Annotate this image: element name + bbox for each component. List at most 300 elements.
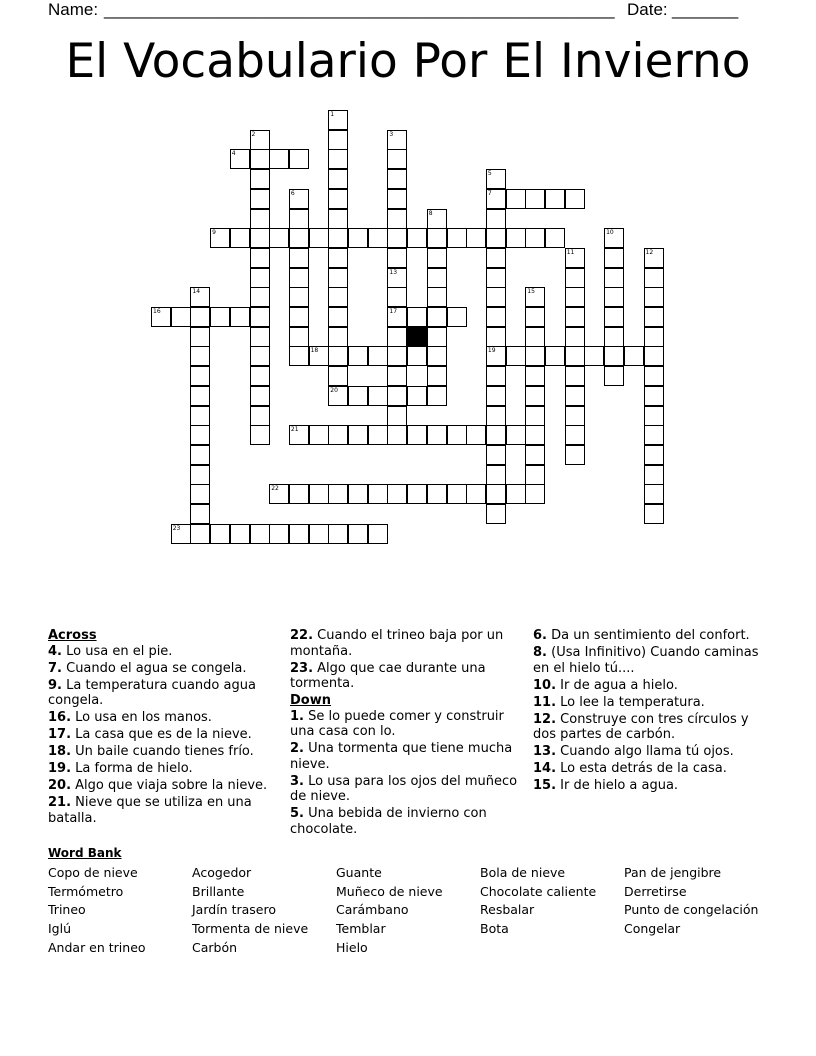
- crossword-cell[interactable]: [289, 346, 309, 366]
- crossword-cell[interactable]: [604, 287, 624, 307]
- crossword-cell[interactable]: [328, 287, 348, 307]
- crossword-cell[interactable]: [644, 307, 664, 327]
- crossword-cell[interactable]: [250, 248, 270, 268]
- word-bank-item: Andar en trineo: [48, 939, 146, 955]
- crossword-cell[interactable]: [210, 524, 230, 544]
- word-bank-item: Congelar: [624, 921, 681, 937]
- crossword-cell[interactable]: [289, 287, 309, 307]
- crossword-cell[interactable]: [565, 287, 585, 307]
- clue-number: 17: [389, 308, 398, 315]
- crossword-cell[interactable]: [644, 425, 664, 445]
- word-bank-title: Word Bank: [48, 846, 122, 860]
- crossword-cell[interactable]: [525, 327, 545, 347]
- clue-number: 20: [330, 386, 338, 394]
- clue-number-label: 1.: [290, 708, 304, 724]
- crossword-cell[interactable]: [190, 327, 210, 347]
- clue-item: [533, 628, 763, 644]
- clue-item: [533, 761, 763, 777]
- crossword-cell[interactable]: [348, 425, 368, 445]
- clue-item: [533, 645, 763, 676]
- crossword-cell[interactable]: [289, 248, 309, 268]
- crossword-cell[interactable]: [525, 346, 545, 366]
- clue-number-label: 8.: [533, 645, 547, 660]
- clue-item: [290, 741, 518, 772]
- crossword-cell[interactable]: [486, 406, 506, 426]
- crossword-cell[interactable]: [565, 189, 585, 209]
- clue-number: 16: [153, 308, 161, 315]
- crossword-cell[interactable]: [427, 228, 447, 248]
- name-line[interactable]: ______________________________________________________: [104, 0, 615, 19]
- clue-item: [533, 678, 763, 694]
- word-bank-column: [624, 864, 758, 939]
- word-bank-item: Hielo: [336, 939, 368, 955]
- clue-number: 9: [212, 229, 216, 237]
- clue-number: 8: [428, 209, 433, 217]
- crossword-cell[interactable]: [644, 366, 664, 386]
- clue-item: [290, 628, 518, 659]
- crossword-cell[interactable]: [565, 425, 585, 445]
- crossword-cell[interactable]: [387, 327, 407, 347]
- crossword-cell[interactable]: [250, 386, 270, 406]
- clue-number: 4: [231, 150, 236, 158]
- crossword-cell[interactable]: [427, 386, 447, 406]
- clue-item: [533, 712, 763, 743]
- clue-number: 23: [172, 524, 181, 532]
- crossword-cell[interactable]: [525, 189, 545, 209]
- word-bank-item: Brillante: [192, 883, 245, 899]
- clue-text: Da un sentimiento del confort.: [546, 628, 750, 643]
- crossword-cell[interactable]: [506, 228, 526, 248]
- crossword-cell[interactable]: [190, 366, 210, 386]
- crossword-cell[interactable]: [565, 366, 585, 386]
- clue-number-label: 2.: [290, 741, 304, 756]
- word-bank-item: Guante: [336, 865, 382, 880]
- word-bank-item: Trineo: [48, 902, 86, 918]
- word-bank-item: Bota: [480, 921, 509, 937]
- crossword-cell[interactable]: [407, 307, 427, 327]
- clue-text: La temperatura cuando agua congela.: [48, 677, 256, 708]
- crossword-cell[interactable]: [644, 465, 664, 485]
- crossword-cell[interactable]: [387, 287, 407, 307]
- clue-text: Construye con tres círculos y dos partes de carbón.: [533, 711, 749, 742]
- crossword-cell[interactable]: [486, 228, 506, 248]
- crossword-cell[interactable]: [328, 346, 348, 366]
- crossword-cell[interactable]: [328, 130, 348, 150]
- word-bank-item: Iglú: [48, 921, 72, 937]
- crossword-cell[interactable]: [427, 248, 447, 268]
- word-bank-item: Bola de nieve: [480, 865, 566, 880]
- crossword-cell[interactable]: [250, 524, 270, 544]
- clue-number: 13: [389, 268, 398, 276]
- clue-item: [48, 644, 273, 660]
- word-bank-item: Temblar: [336, 921, 386, 937]
- crossword-cell[interactable]: [486, 504, 506, 524]
- crossword-cell[interactable]: [407, 425, 427, 445]
- clue-text: Ir de hielo a agua.: [556, 778, 679, 793]
- clue-text: Lo usa para los ojos del muñeco de nieve.: [290, 773, 518, 804]
- crossword-cell[interactable]: [427, 425, 447, 445]
- crossword-cell[interactable]: [486, 366, 506, 386]
- crossword-cell[interactable]: [486, 209, 506, 229]
- crossword-cell[interactable]: [328, 366, 348, 386]
- crossword-cell[interactable]: [644, 346, 664, 366]
- crossword-cell[interactable]: [644, 484, 664, 504]
- crossword-cell[interactable]: [427, 366, 447, 386]
- crossword-cell[interactable]: [506, 484, 526, 504]
- crossword-cell[interactable]: [525, 465, 545, 485]
- crossword-cell[interactable]: [289, 307, 309, 327]
- clue-number: 19: [487, 347, 496, 355]
- crossword-cell[interactable]: [447, 425, 467, 445]
- crossword-cell[interactable]: [427, 268, 447, 288]
- word-bank-item: Derretirse: [624, 883, 687, 899]
- crossword-cell[interactable]: [250, 366, 270, 386]
- crossword-cell[interactable]: [328, 524, 348, 544]
- crossword-cell[interactable]: [447, 484, 467, 504]
- clue-item: [533, 695, 763, 711]
- clue-number: 3: [389, 130, 394, 138]
- clue-item: [290, 709, 518, 740]
- clue-number-label: 5.: [290, 806, 304, 821]
- crossword-cell[interactable]: [269, 228, 289, 248]
- crossword-cell[interactable]: [525, 307, 545, 327]
- down-clue-list-continued: [533, 628, 763, 794]
- crossword-cell[interactable]: [387, 484, 407, 504]
- crossword-cell[interactable]: [250, 268, 270, 288]
- crossword-cell[interactable]: [190, 465, 210, 485]
- crossword-cell[interactable]: [368, 484, 388, 504]
- crossword-cell[interactable]: [387, 149, 407, 169]
- across-clue-list-continued: [290, 628, 518, 692]
- crossword-cell[interactable]: [525, 386, 545, 406]
- crossword-cell[interactable]: [486, 465, 506, 485]
- crossword-cell[interactable]: [387, 406, 407, 426]
- crossword-cell[interactable]: [328, 425, 348, 445]
- clue-number-label: 19.: [48, 761, 72, 776]
- clue-number: 1: [330, 111, 335, 118]
- word-bank-item: Carbón: [192, 939, 238, 955]
- crossword-cell[interactable]: [190, 484, 210, 504]
- crossword-cell[interactable]: [250, 209, 270, 229]
- crossword-cell[interactable]: [230, 524, 250, 544]
- crossword-cell[interactable]: [644, 445, 664, 465]
- clue-item: [48, 744, 273, 760]
- crossword-cell[interactable]: [565, 386, 585, 406]
- date-line[interactable]: _______: [672, 0, 739, 19]
- crossword-cell[interactable]: [190, 425, 210, 445]
- clue-number-label: 6.: [533, 628, 547, 643]
- crossword-cell[interactable]: [525, 484, 545, 504]
- across-clue-list: [48, 644, 273, 827]
- crossword-cell[interactable]: [565, 406, 585, 426]
- crossword-cell[interactable]: [328, 484, 348, 504]
- crossword-cell[interactable]: [309, 425, 329, 445]
- crossword-cell[interactable]: [644, 287, 664, 307]
- clue-number: 2: [251, 130, 256, 138]
- page-title: El Vocabulario Por El Invierno: [65, 34, 751, 89]
- crossword-cell[interactable]: [407, 484, 427, 504]
- clue-text: Ir de agua a hielo.: [556, 677, 678, 693]
- crossword-cell[interactable]: [250, 169, 270, 189]
- crossword-cell[interactable]: [328, 169, 348, 189]
- crossword-cell[interactable]: [348, 524, 368, 544]
- crossword-cell[interactable]: [190, 406, 210, 426]
- crossword-cell[interactable]: [289, 268, 309, 288]
- crossword-cell[interactable]: [387, 386, 407, 406]
- crossword-cell[interactable]: [407, 346, 427, 366]
- word-bank-column: [480, 864, 596, 939]
- crossword-cell[interactable]: [486, 386, 506, 406]
- crossword-cell[interactable]: [368, 425, 388, 445]
- crossword-cell[interactable]: [289, 209, 309, 229]
- clue-number: 22: [271, 485, 279, 493]
- crossword-cell[interactable]: [486, 268, 506, 288]
- crossword-cell[interactable]: [348, 228, 368, 248]
- crossword-cell[interactable]: [289, 484, 309, 504]
- clue-text: La casa que es de la nieve.: [71, 727, 252, 742]
- crossword-cell[interactable]: [269, 524, 289, 544]
- word-bank-item: Termómetro: [48, 883, 124, 899]
- clue-number-label: 3.: [290, 773, 304, 789]
- crossword-cell[interactable]: [328, 209, 348, 229]
- word-bank-item: Tormenta de nieve: [192, 921, 309, 937]
- crossword-cell[interactable]: [604, 268, 624, 288]
- crossword-cell[interactable]: [328, 248, 348, 268]
- crossword-cell[interactable]: [387, 209, 407, 229]
- crossword-block: [407, 327, 427, 347]
- crossword-cell[interactable]: [466, 425, 486, 445]
- crossword-cell[interactable]: [604, 327, 624, 347]
- crossword-cell[interactable]: [486, 307, 506, 327]
- crossword-cell[interactable]: [604, 307, 624, 327]
- clue-number-label: 7.: [48, 660, 62, 676]
- crossword-cell[interactable]: [387, 425, 407, 445]
- word-bank-item: Muñeco de nieve: [336, 883, 443, 899]
- crossword-cell[interactable]: [486, 287, 506, 307]
- crossword-cell[interactable]: [427, 327, 447, 347]
- clue-number-label: 17.: [48, 727, 72, 742]
- crossword-cell[interactable]: [387, 228, 407, 248]
- clue-item: [48, 710, 273, 726]
- word-bank-item: Punto de congelación: [624, 902, 759, 918]
- word-bank-item: Copo de nieve: [48, 865, 138, 880]
- crossword-cell[interactable]: [427, 346, 447, 366]
- crossword-cell[interactable]: [545, 228, 565, 248]
- clue-number-label: 18.: [48, 744, 72, 759]
- word-bank-item: Pan de jengibre: [624, 865, 722, 880]
- crossword-cell[interactable]: [328, 268, 348, 288]
- clue-number: 6: [290, 189, 295, 197]
- crossword-cell[interactable]: [368, 524, 388, 544]
- clue-item: [290, 661, 518, 692]
- crossword-cell[interactable]: [309, 484, 329, 504]
- crossword-cell[interactable]: [250, 346, 270, 366]
- crossword-cell[interactable]: [447, 228, 467, 248]
- crossword-cell[interactable]: [250, 406, 270, 426]
- crossword-cell[interactable]: [466, 228, 486, 248]
- crossword-cell[interactable]: [328, 228, 348, 248]
- clue-number: 5: [487, 170, 492, 178]
- crossword-cell[interactable]: [190, 504, 210, 524]
- clue-item: [48, 795, 273, 826]
- crossword-cell[interactable]: [565, 327, 585, 347]
- clue-number-label: 11.: [533, 694, 557, 710]
- crossword-cell[interactable]: [506, 189, 526, 209]
- crossword-cell[interactable]: [190, 307, 210, 327]
- crossword-cell[interactable]: [387, 189, 407, 209]
- crossword-cell[interactable]: [486, 484, 506, 504]
- crossword-cell[interactable]: [269, 149, 289, 169]
- crossword-cell[interactable]: [171, 307, 191, 327]
- crossword-cell[interactable]: [427, 287, 447, 307]
- crossword-cell[interactable]: [545, 346, 565, 366]
- crossword-cell[interactable]: [250, 425, 270, 445]
- clue-text: La forma de hielo.: [71, 761, 193, 776]
- clue-number: 7: [487, 189, 492, 197]
- clue-number-label: 21.: [48, 795, 72, 810]
- clue-number-label: 12.: [533, 711, 557, 727]
- crossword-cell[interactable]: [644, 268, 664, 288]
- crossword-cell[interactable]: [230, 228, 250, 248]
- crossword-cell[interactable]: [250, 287, 270, 307]
- crossword-cell[interactable]: [644, 386, 664, 406]
- crossword-cell[interactable]: [545, 189, 565, 209]
- clue-item: [290, 806, 518, 837]
- word-bank-column: [48, 864, 146, 958]
- crossword-cell[interactable]: [427, 307, 447, 327]
- crossword-cell[interactable]: [466, 484, 486, 504]
- crossword-cell[interactable]: [604, 366, 624, 386]
- crossword-cell[interactable]: [427, 484, 447, 504]
- crossword-cell[interactable]: [348, 346, 368, 366]
- crossword-cell[interactable]: [486, 327, 506, 347]
- crossword-cell[interactable]: [525, 228, 545, 248]
- crossword-cell[interactable]: [565, 307, 585, 327]
- crossword-cell[interactable]: [328, 327, 348, 347]
- crossword-cell[interactable]: [309, 228, 329, 248]
- crossword-cell[interactable]: [328, 307, 348, 327]
- crossword-cell[interactable]: [190, 445, 210, 465]
- crossword-cell[interactable]: [387, 248, 407, 268]
- down-heading: Down: [290, 693, 331, 708]
- crossword-cell[interactable]: [644, 504, 664, 524]
- clue-number: 10: [606, 229, 614, 237]
- word-bank-column: [192, 864, 308, 958]
- crossword-cell[interactable]: [486, 445, 506, 465]
- clue-item: [533, 744, 763, 760]
- crossword-cell[interactable]: [604, 346, 624, 366]
- crossword-cell[interactable]: [387, 366, 407, 386]
- down-clue-list: [290, 709, 518, 838]
- clue-text: Algo que viaja sobre la nieve.: [71, 778, 268, 793]
- clue-item: [533, 778, 763, 794]
- clue-number: 21: [290, 426, 299, 434]
- crossword-cell[interactable]: [230, 307, 250, 327]
- clue-item: [48, 727, 273, 743]
- crossword-cell[interactable]: [486, 425, 506, 445]
- crossword-cell[interactable]: [348, 484, 368, 504]
- clue-text: Cuando algo llama tú ojos.: [556, 744, 734, 759]
- clue-text: Se lo puede comer y construir una casa con lo.: [290, 708, 504, 739]
- crossword-cell[interactable]: [565, 346, 585, 366]
- crossword-cell[interactable]: [348, 386, 368, 406]
- crossword-cell[interactable]: [210, 307, 230, 327]
- clue-item: [48, 761, 273, 777]
- crossword-cell[interactable]: [506, 425, 526, 445]
- crossword-cell[interactable]: [289, 228, 309, 248]
- clue-number-label: 10.: [533, 677, 557, 693]
- clue-number-label: 22.: [290, 628, 314, 643]
- crossword-cell[interactable]: [368, 386, 388, 406]
- crossword-cell[interactable]: [525, 366, 545, 386]
- crossword-cell[interactable]: [250, 307, 270, 327]
- crossword-cell[interactable]: [565, 445, 585, 465]
- crossword-cell[interactable]: [190, 524, 210, 544]
- clue-number: 15: [527, 288, 535, 296]
- crossword-cell[interactable]: [407, 228, 427, 248]
- crossword-cell[interactable]: [250, 228, 270, 248]
- crossword-cell[interactable]: [447, 307, 467, 327]
- crossword-cell[interactable]: [190, 346, 210, 366]
- clue-number: 18: [310, 347, 319, 355]
- crossword-cell[interactable]: [289, 327, 309, 347]
- word-bank-item: Acogedor: [192, 865, 252, 880]
- crossword-cell[interactable]: [328, 189, 348, 209]
- clue-item: [48, 661, 273, 677]
- crossword-cell[interactable]: [289, 149, 309, 169]
- crossword-cell[interactable]: [368, 228, 388, 248]
- crossword-cell[interactable]: [289, 524, 309, 544]
- clue-text: (Usa Infinitivo) Cuando caminas en el hielo tú....: [533, 645, 759, 676]
- word-bank-item: Jardín trasero: [192, 902, 276, 918]
- crossword-cell[interactable]: [407, 386, 427, 406]
- clue-number: 12: [645, 248, 654, 256]
- crossword-cell[interactable]: [387, 169, 407, 189]
- clue-number-label: 13.: [533, 744, 557, 759]
- crossword-cell[interactable]: [644, 406, 664, 426]
- crossword-cell[interactable]: [309, 524, 329, 544]
- crossword-cell[interactable]: [525, 425, 545, 445]
- crossword-cell[interactable]: [584, 346, 604, 366]
- crossword-cell[interactable]: [624, 346, 644, 366]
- crossword-cell[interactable]: [250, 327, 270, 347]
- crossword-cell[interactable]: [644, 327, 664, 347]
- crossword-cell[interactable]: [250, 149, 270, 169]
- clue-text: Nieve que se utiliza en una batalla.: [48, 795, 252, 826]
- crossword-cell[interactable]: [328, 149, 348, 169]
- date-label: Date:: [627, 0, 668, 19]
- crossword-cell[interactable]: [387, 346, 407, 366]
- clue-text: Una bebida de invierno con chocolate.: [290, 806, 487, 837]
- clue-item: [48, 778, 273, 794]
- crossword-cell[interactable]: [604, 248, 624, 268]
- clue-number: 14: [192, 288, 201, 296]
- crossword-cell[interactable]: [190, 386, 210, 406]
- crossword-cell[interactable]: [525, 406, 545, 426]
- clue-text: Cuando el trineo baja por un montaña.: [290, 628, 504, 659]
- across-heading: Across: [48, 628, 97, 643]
- clue-number-label: 4.: [48, 643, 62, 659]
- crossword-cell[interactable]: [525, 445, 545, 465]
- crossword-cell[interactable]: [565, 268, 585, 288]
- word-bank-item: Resbalar: [480, 902, 535, 918]
- crossword-cell[interactable]: [250, 189, 270, 209]
- clue-number-label: 16.: [48, 710, 72, 725]
- crossword-cell[interactable]: [506, 346, 526, 366]
- crossword-cell[interactable]: [486, 248, 506, 268]
- crossword-cell[interactable]: [368, 346, 388, 366]
- clue-number: 11: [566, 248, 575, 256]
